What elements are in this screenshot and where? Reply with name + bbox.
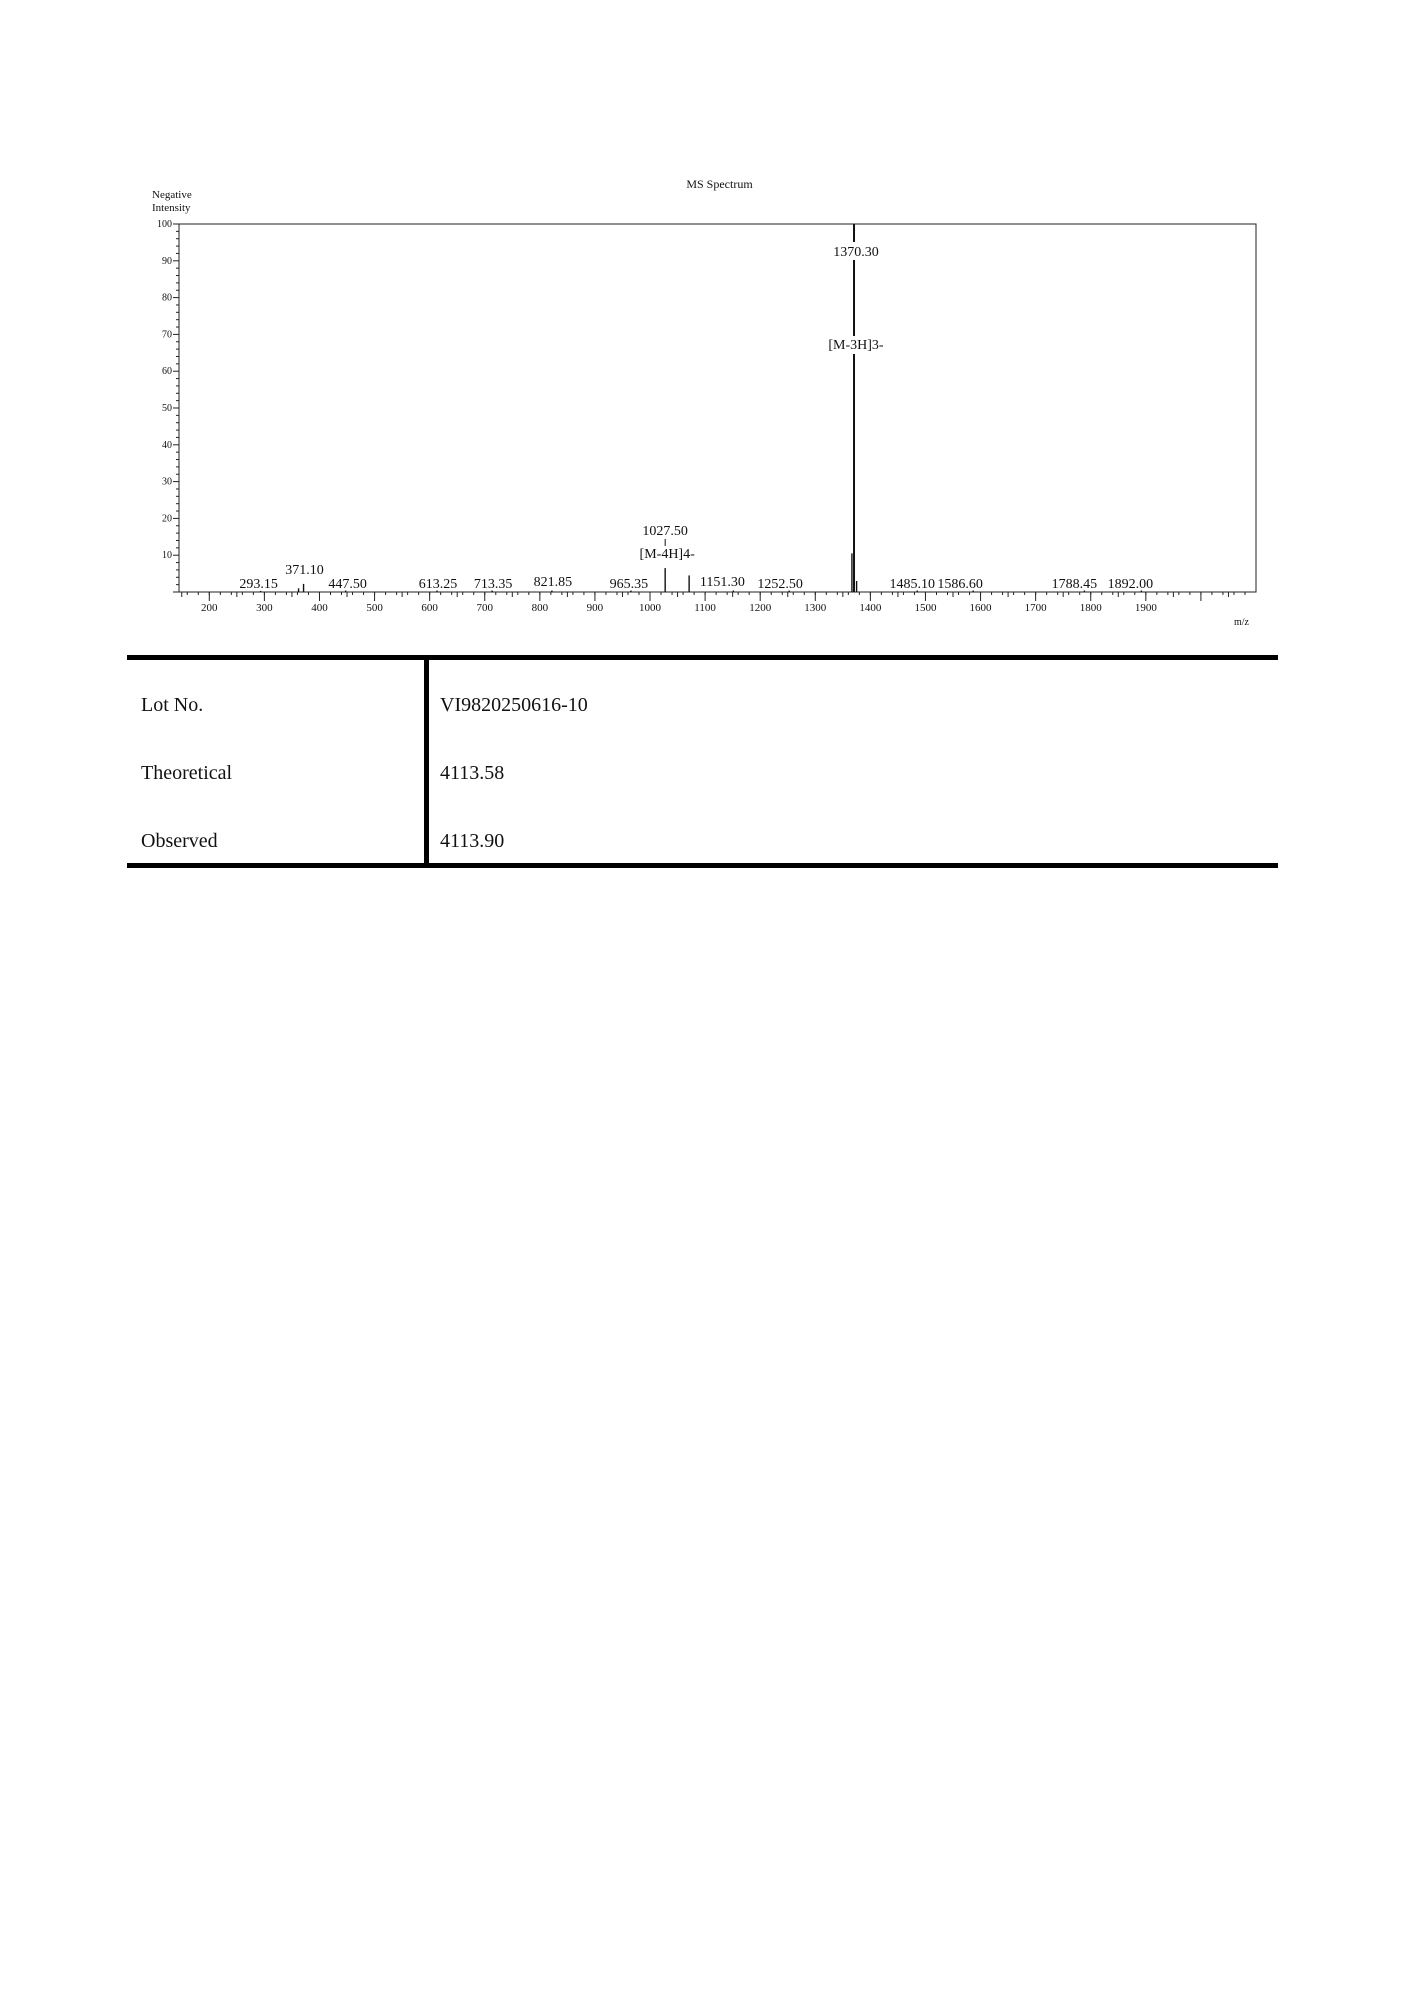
x-tick-label: 1300 — [804, 602, 827, 614]
peak-label: 821.85 — [533, 575, 573, 590]
x-tick-label: 300 — [256, 602, 273, 614]
y-tick-label: 80 — [162, 292, 172, 304]
theoretical-value: 4113.58 — [440, 762, 505, 784]
peak-label: 293.15 — [239, 577, 278, 592]
x-tick-label: 800 — [531, 602, 549, 614]
table-row-observed — [127, 808, 1278, 876]
peak-label: 1586.60 — [937, 577, 983, 592]
x-tick-label: 200 — [201, 602, 218, 614]
lot-info-table — [127, 655, 1278, 868]
theoretical-label: Theoretical — [141, 762, 233, 784]
ion-annotation: [M-3H]3- — [828, 338, 884, 353]
y-axis-label-line-0: Negative — [152, 189, 192, 201]
chart-title: MS Spectrum — [686, 177, 753, 191]
y-tick-label: 50 — [162, 403, 172, 414]
y-tick-label: 90 — [162, 255, 172, 267]
x-tick-label: 700 — [476, 602, 493, 614]
y-axis-label-line-1: Intensity — [152, 202, 191, 214]
peak-label: 1370.30 — [833, 245, 879, 260]
peak-label: 965.35 — [609, 577, 649, 592]
table-row-lot-no — [127, 672, 1278, 740]
x-tick-label: 400 — [311, 602, 328, 614]
y-tick-label: 70 — [162, 329, 172, 341]
y-tick-label: 10 — [162, 550, 172, 562]
x-tick-label: 1800 — [1079, 602, 1102, 614]
peak-label: 613.25 — [418, 577, 458, 592]
x-tick-label: 1200 — [749, 602, 772, 614]
peak-label: 1151.30 — [699, 575, 745, 590]
x-tick-label: 1600 — [969, 602, 992, 614]
x-tick-label: 600 — [421, 602, 438, 614]
y-tick-label: 100 — [157, 219, 172, 230]
peak-label: 713.35 — [473, 577, 513, 592]
peak-label: 371.10 — [285, 563, 324, 578]
y-tick-label: 40 — [162, 439, 172, 451]
x-tick-label: 900 — [586, 602, 604, 614]
peak-label: 1892.00 — [1107, 577, 1154, 592]
ion-annotation: [M-4H]4- — [639, 547, 695, 562]
peak-label: 1252.50 — [757, 577, 803, 592]
peak-label: 1485.10 — [889, 577, 936, 592]
observed-value: 4113.90 — [440, 830, 505, 852]
y-tick-label: 30 — [162, 476, 172, 488]
lot-no-value: VI9820250616-10 — [440, 694, 588, 716]
ms-spectrum-chart — [0, 0, 1414, 640]
x-tick-label: 1900 — [1134, 602, 1157, 614]
x-axis-label: m/z — [1234, 617, 1249, 628]
observed-label: Observed — [141, 830, 218, 852]
y-tick-label: 60 — [162, 366, 172, 378]
plot-frame — [179, 224, 1256, 592]
peak-label: 1788.45 — [1051, 577, 1098, 592]
x-tick-label: 1100 — [694, 602, 716, 614]
x-tick-label: 1000 — [639, 602, 662, 614]
peak-label: 1027.50 — [642, 524, 688, 539]
x-tick-label: 1700 — [1024, 602, 1047, 614]
lot-no-label: Lot No. — [141, 694, 204, 716]
table-row-theoretical — [127, 740, 1278, 808]
peak-label: 447.50 — [328, 577, 367, 592]
x-tick-label: 500 — [366, 602, 383, 614]
x-tick-label: 1400 — [859, 602, 882, 614]
y-tick-label: 20 — [162, 513, 172, 525]
x-tick-label: 1500 — [914, 602, 937, 614]
